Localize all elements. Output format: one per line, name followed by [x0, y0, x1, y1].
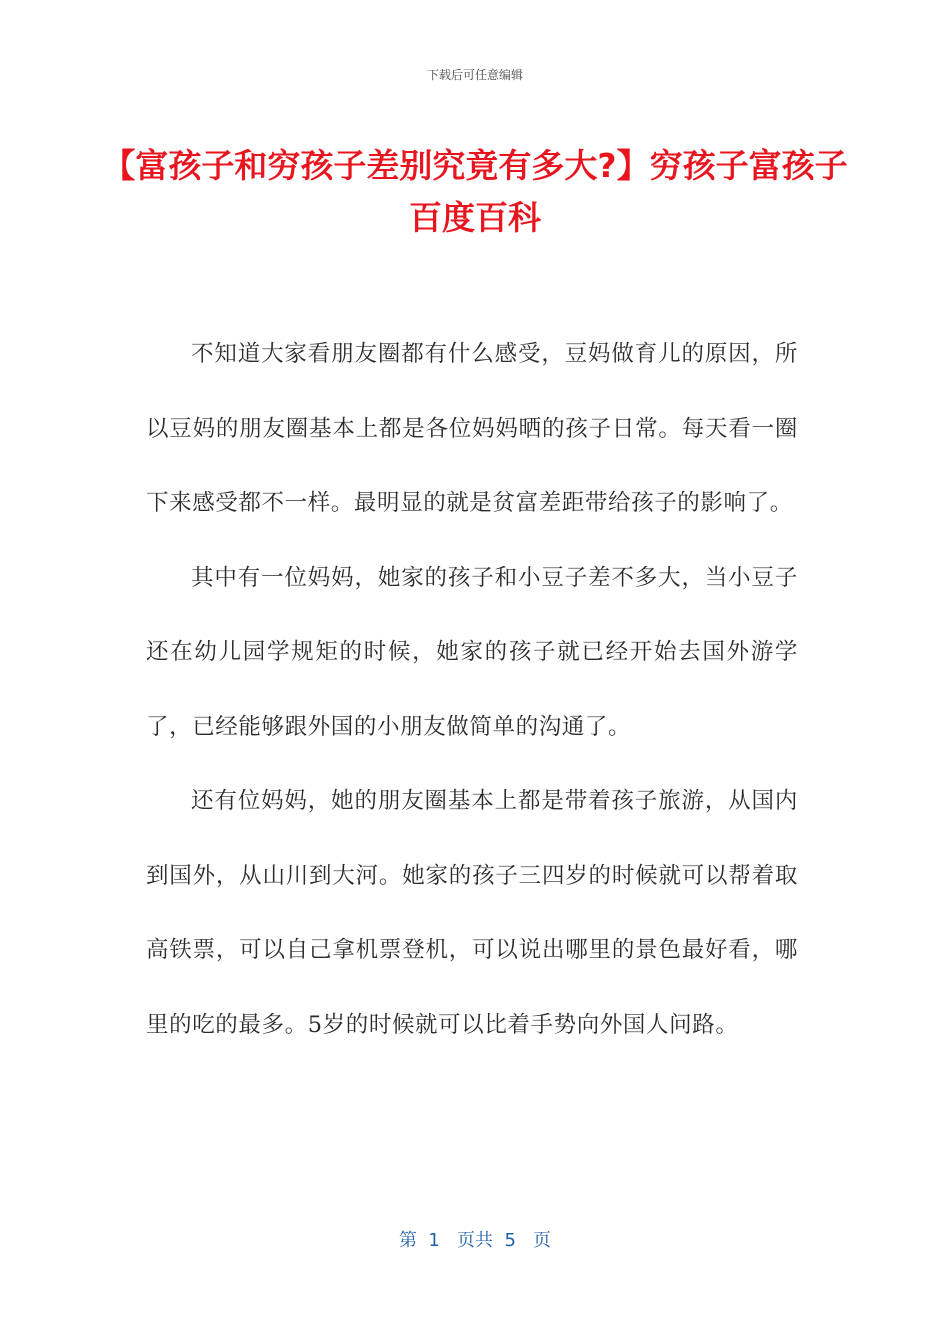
body-paragraph: 其中有一位妈妈，她家的孩子和小豆子差不多大，当小豆子还在幼儿园学规矩的时候，她家的孩子就已经开始去国外游学了，已经能够跟外国的小朋友做简单的沟通了。	[146, 564, 798, 740]
page-number-footer: 第 1 页共 5 页	[398, 1230, 552, 1251]
body-paragraph: 不知道大家看朋友圈都有什么感受，豆妈做育儿的原因，所以豆妈的朋友圈基本上都是各位妈妈晒的孩子日常。每天看一圈下来感受都不一样。最明显的就是贫富差距带给孩子的影响了。	[146, 341, 798, 516]
page-header-note: 下载后可任意编辑	[426, 68, 523, 82]
document-body	[146, 317, 798, 1062]
body-paragraph: 还有位妈妈，她的朋友圈基本上都是带着孩子旅游，从国内到国外，从山川到大河。她家的孩子三四岁的时候就可以帮着取高铁票，可以自己拿机票登机，可以说出哪里的景色最好看，哪里的吃的最多。5岁的时候就可以比着手势向外国人问路。	[146, 788, 798, 1038]
document-title: 【富孩子和穷孩子差别究竟有多大?】穷孩子富孩子百度百科	[102, 146, 848, 237]
